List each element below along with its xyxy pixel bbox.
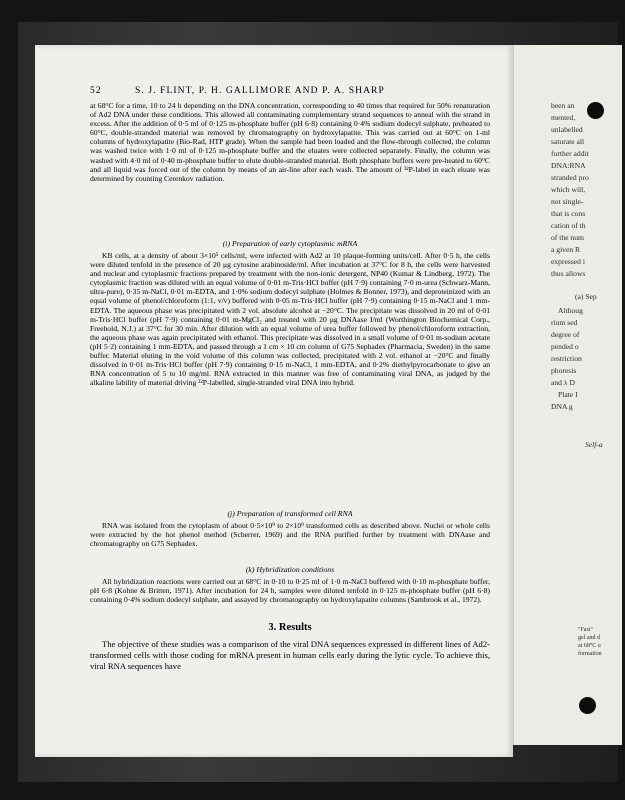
- facing-page-line: which will,: [551, 185, 586, 194]
- facing-page-caption-line: at 68°C u: [578, 643, 601, 649]
- facing-page-line: unlabelled: [551, 125, 583, 134]
- facing-page-line: and λ D: [551, 378, 575, 387]
- facing-page-line: further addit: [551, 149, 589, 158]
- facing-page-line: expressed i: [551, 257, 585, 266]
- facing-page-line: Plate I: [558, 390, 578, 399]
- author-line: S. J. FLINT, P. H. GALLIMORE AND P. A. SHARP: [135, 86, 385, 96]
- facing-page-line: degree of: [551, 330, 580, 339]
- facing-page-line: saturate all: [551, 137, 585, 146]
- facing-page-line: DNA g: [551, 402, 573, 411]
- section-heading-j: (j) Preparation of transformed cell RNA: [227, 509, 353, 518]
- facing-page-line: DNA:RNA: [551, 161, 586, 170]
- facing-page-line: Self-a: [585, 440, 603, 449]
- facing-page-line: not single-: [551, 197, 584, 206]
- methods-intro-paragraph: at 68°C for a time, 10 to 24 h depending on the DNA concentration, corresponding to 40 times that required for 50% renaturation of Ad2 DNA under these conditions. This allowed all contaminating complementary strand sequences to anneal with the strand in excess. After the addition of 0·5 ml of 0·125 m-phosphate buffer (pH 6·8) containing 0·4% sodium dodecyl sulphate, preheated to 60°C, double-stranded material was removed by chromatography on hydroxylapatite. This was carried out at 60°C on 1-ml columns of hydroxylapatite (Bio-Rad, HTP grade). When the sample had been loaded and the flow-through collected, the column was washed twice with 1·0 ml of 0·125 m-phosphate buffer and the eluates were collected separately. Finally, the column was washed with 4·0 ml of 0·40 m-phosphate buffer to elute double-stranded material. Both phosphate buffers were pre-heated to 60°C and all liquid was forced out of the column by means of an air-line after each wash. The amount of ³²P-label in each eluate was determined by counting Cerenkov radiation.: [90, 101, 490, 183]
- facing-page-line: Althoug: [558, 306, 583, 315]
- facing-page-line: cation of th: [551, 221, 586, 230]
- facing-page-line: phoresis: [551, 366, 577, 375]
- facing-page-line: a given R: [551, 245, 581, 254]
- facing-page-caption-line: gel and d: [578, 635, 600, 641]
- section-heading-i: (i) Preparation of early cytoplasmic mRNA: [222, 239, 358, 248]
- facing-page-line: that is cons: [551, 209, 586, 218]
- results-paragraph: The objective of these studies was a comparison of the viral DNA sequences expressed in different lines of Ad2-transformed cells with those coding for mRNA present in human cells early during the lytic cycle. To achieve this, viral RNA sequences have: [90, 639, 490, 672]
- section-paragraph-j: RNA was isolated from the cytoplasm of about 0·5×10⁹ to 2×10⁹ transformed cells as described above. Nuclei or whole cells were extracted by the hot phenol method (Scherrer, 1969) and the RNA purified further by treatment with DNAase and chromatography on G75 Sephadex.: [90, 521, 490, 549]
- facing-page-line: (a) Sep: [575, 292, 597, 301]
- section-paragraph-k: All hybridization reactions were carried out at 68°C in 0·10 to 0·25 ml of 1·0 m-NaCl buffered with 0·10 m-phosphate buffer, pH 6·8 (Kohne & Britten, 1971). After incubation for 24 h, samples were diluted tenfold in 0·125 m-phosphate buffer (pH 6·8) containing 0·4% sodium dodecyl sulphate, and assayed by chromatography on hydroxylapatite columns (Sambrook et al., 1972).: [90, 577, 490, 605]
- facing-page-line: mented,: [551, 113, 576, 122]
- results-heading: 3. Results: [268, 622, 312, 633]
- punch-hole: [579, 697, 596, 714]
- facing-page-line: stranded pro: [551, 173, 589, 182]
- page-number: 52: [90, 86, 102, 96]
- punch-hole: [587, 102, 604, 119]
- facing-page-line: pended o: [551, 342, 579, 351]
- facing-page-caption-line: formation: [578, 651, 602, 657]
- facing-page-line: been an: [551, 101, 575, 110]
- facing-page-caption-line: "Fast": [578, 627, 593, 633]
- section-heading-k: (k) Hybridization conditions: [245, 565, 335, 574]
- running-header: [90, 86, 490, 100]
- facing-page-line: restriction: [551, 354, 582, 363]
- section-paragraph-i: KB cells, at a density of about 3×10⁵ cells/ml, were infected with Ad2 at 10 plaque-forming units/cell. After 0·5 h, the cells were diluted tenfold in the presence of 20 μg cytosine arabinoside/ml. After incubation at 37°C for 8 h, the cells were harvested and nuclear and cytoplasmic fractions prepared by treatment with the non-ionic detergent, NP40 (Kumar & Lindberg, 1972). The cytoplasmic fraction was diluted with an equal volume of 0·01 m-Tris·HCl buffer (pH 7·9) containing 7·0 m-urea (Schwarz-Mann, ultra-pure), 0·35 m-NaCl, 0·01 m-EDTA, and 1·0% sodium dodecyl sulphate (Holmes & Bonner, 1973), and deproteinized with an equal volume of phenol/chloroform (1:1, v/v) buffered with 0·05 m-Tris·HCl buffer (pH 7·9) containing 0·15 m-NaCl and 1 mm-EDTA. The aqueous phase was precipitated with 2 vol. absolute alcohol at −20°C. The precipitate was dissolved in 20 ml of 0·01 m-Tris·HCl buffer (pH 7·9) containing 0·01 m-MgCl₂ and treated with 20 μg DNAase I/ml (Worthington Biochemical Corp., Freehold, N.J.) at 37°C for 30 min. After dilution with an equal volume of urea buffer followed by phenol/chloroform extraction, the aqueous phase was again precipitated with ethanol. This precipitate was dissolved in a small volume of 0·01 m-sodium acetate (pH 5·2) containing 1 mm-EDTA, and passed through a 1 cm × 10 cm column of G75 Sephadex (Pharmacia, Sweden) in the same buffer. Material eluting in the void volume of this column was collected, precipitated with 2 vol. ethanol at −20°C and finally dissolved in 0·01 m-Tris·HCl buffer (pH 7·9) containing 0·15 m-NaCl, 1 mm-EDTA, and 0·2% diethylpyrocarbonate to give an RNA concentration of 5 to 10 mg/ml. RNA extracted in this manner was free of contaminating viral DNA, as judged by the alkaline lability of material driving ³²P-labelled, single-stranded viral DNA into hybrid.: [90, 251, 490, 388]
- facing-page-line: rium sed: [551, 318, 578, 327]
- facing-page-line: thus allows: [551, 269, 586, 278]
- facing-page-line: of the num: [551, 233, 584, 242]
